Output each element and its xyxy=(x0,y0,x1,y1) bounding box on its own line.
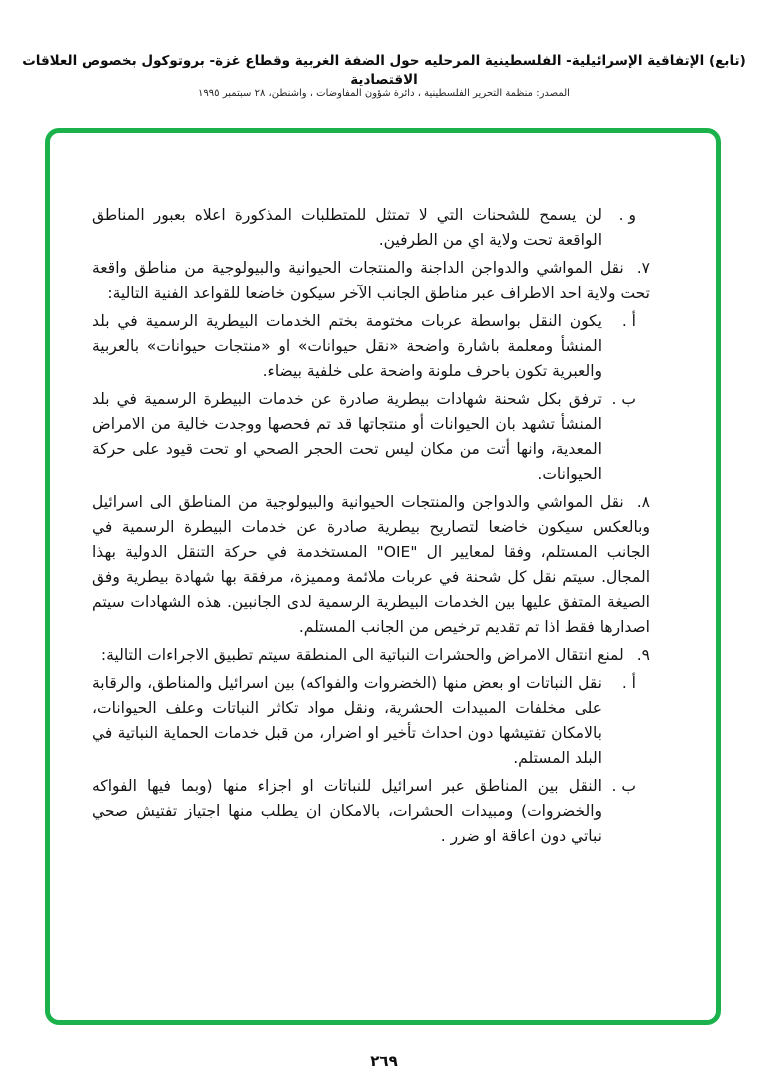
item-text: يكون النقل بواسطة عربات مختومة بختم الخدمات البيطرية الرسمية في بلد المنشأ ومعلمة باشارة واضحة «نقل حيوانات» او «منتجات حيوانات» بالعربية والعبرية تكون باحرف ملونة واضحة على خلفية بيضاء. xyxy=(92,312,602,380)
list-item xyxy=(92,490,650,640)
item-marker: و . xyxy=(618,206,636,224)
list-item xyxy=(92,309,650,384)
item-marker: ب . xyxy=(611,777,636,795)
page-number: ٢٦٩ xyxy=(370,1052,398,1070)
item-marker: ٨. xyxy=(636,493,650,511)
list-item xyxy=(92,387,650,487)
item-text: ترفق بكل شحنة شهادات بيطرية صادرة عن خدمات البيطرة الرسمية في بلد المنشأ تشهد بان الحيوانات أو منتجاتها قد تم فحصها ووجدت خالية من الامراض المعدية، وانها أتت من مكان ليس تحت الحجر الصحي او تحت قيود على حركة الحيوانات. xyxy=(92,390,602,483)
source-line: المصدر: منظمة التحرير الفلسطينية ، دائرة شؤون المفاوضات ، واشنطن، ٢٨ سبتمبر ١٩٩٥ xyxy=(198,88,570,99)
item-marker: أ . xyxy=(621,312,636,330)
list-item xyxy=(92,671,650,771)
document-title: (تابع) الإتفاقية الإسرائيلية- الفلسطينية المرحليه حول الضفة الغربية وقطاع غزة- بروتوكول بخصوص العلاقات الاقتصادية xyxy=(22,53,746,88)
item-text: نقل المواشي والدواجن الداجنة والمنتجات الحيوانية والبيولوجية من مناطق واقعة تحت ولاية احد الاطراف عبر مناطق الجانب الآخر سيكون خاضعا للقواعد الفنية التالية: xyxy=(92,259,650,302)
item-marker: ب . xyxy=(611,390,636,408)
item-text: لن يسمح للشحنات التي لا تمتثل للمتطلبات المذكورة اعلاه بعبور المناطق الواقعة تحت ولاية اي من الطرفين. xyxy=(92,206,602,249)
list-item xyxy=(92,643,650,668)
document-body xyxy=(50,133,716,849)
list-item xyxy=(92,774,650,849)
document-frame xyxy=(45,128,721,1025)
item-marker: ٩. xyxy=(636,646,650,664)
item-text: النقل بين المناطق عبر اسرائيل للنباتات او اجزاء منها (وبما فيها الفواكه والخضروات) ومبيدات الحشرات، بالامكان ان يطلب منها اجتياز تفتيش صحي نباتي دون اعاقة او ضرر . xyxy=(92,777,602,845)
list-item xyxy=(92,256,650,306)
item-marker: ٧. xyxy=(636,259,650,277)
item-text: لمنع انتقال الامراض والحشرات النباتية الى المنطقة سيتم تطبيق الاجراءات التالية: xyxy=(100,646,624,664)
item-marker: أ . xyxy=(621,674,636,692)
list-item xyxy=(92,203,650,253)
item-text: نقل النباتات او بعض منها (الخضروات والفواكه) بين اسرائيل والمناطق، والرقابة على مخلفات المبيدات الحشرية، ونقل مواد تكاثر النباتات وعلف الحيوانات، بالامكان تفتيشها دون احداث تأخير او اضرار، من قبل خدمات الحماية النباتية في البلد المستلم. xyxy=(92,674,602,767)
item-text: نقل المواشي والدواجن والمنتجات الحيوانية والبيولوجية من المناطق الى اسرائيل وبالعكس سيكون خاضعا لتصاريح بيطرية صادرة عن خدمات البيطرة الرسمية في الجانب المستلم، وفقا لمعايير ال "OIE" المستخدمة في حركة التنقل الدولية بهذا المجال. سيتم نقل كل شحنة في عربات ملائمة ومميزة، مرفقة بها شهادة بيطرية وفق الصيغة المتفق عليها بين الخدمات البيطرية الرسمية لدى الجانبين. هذه الشهادات سيتم اصدارها فقط اذا تم تقديم ترخيص من الجانب المستلم. xyxy=(92,493,650,636)
